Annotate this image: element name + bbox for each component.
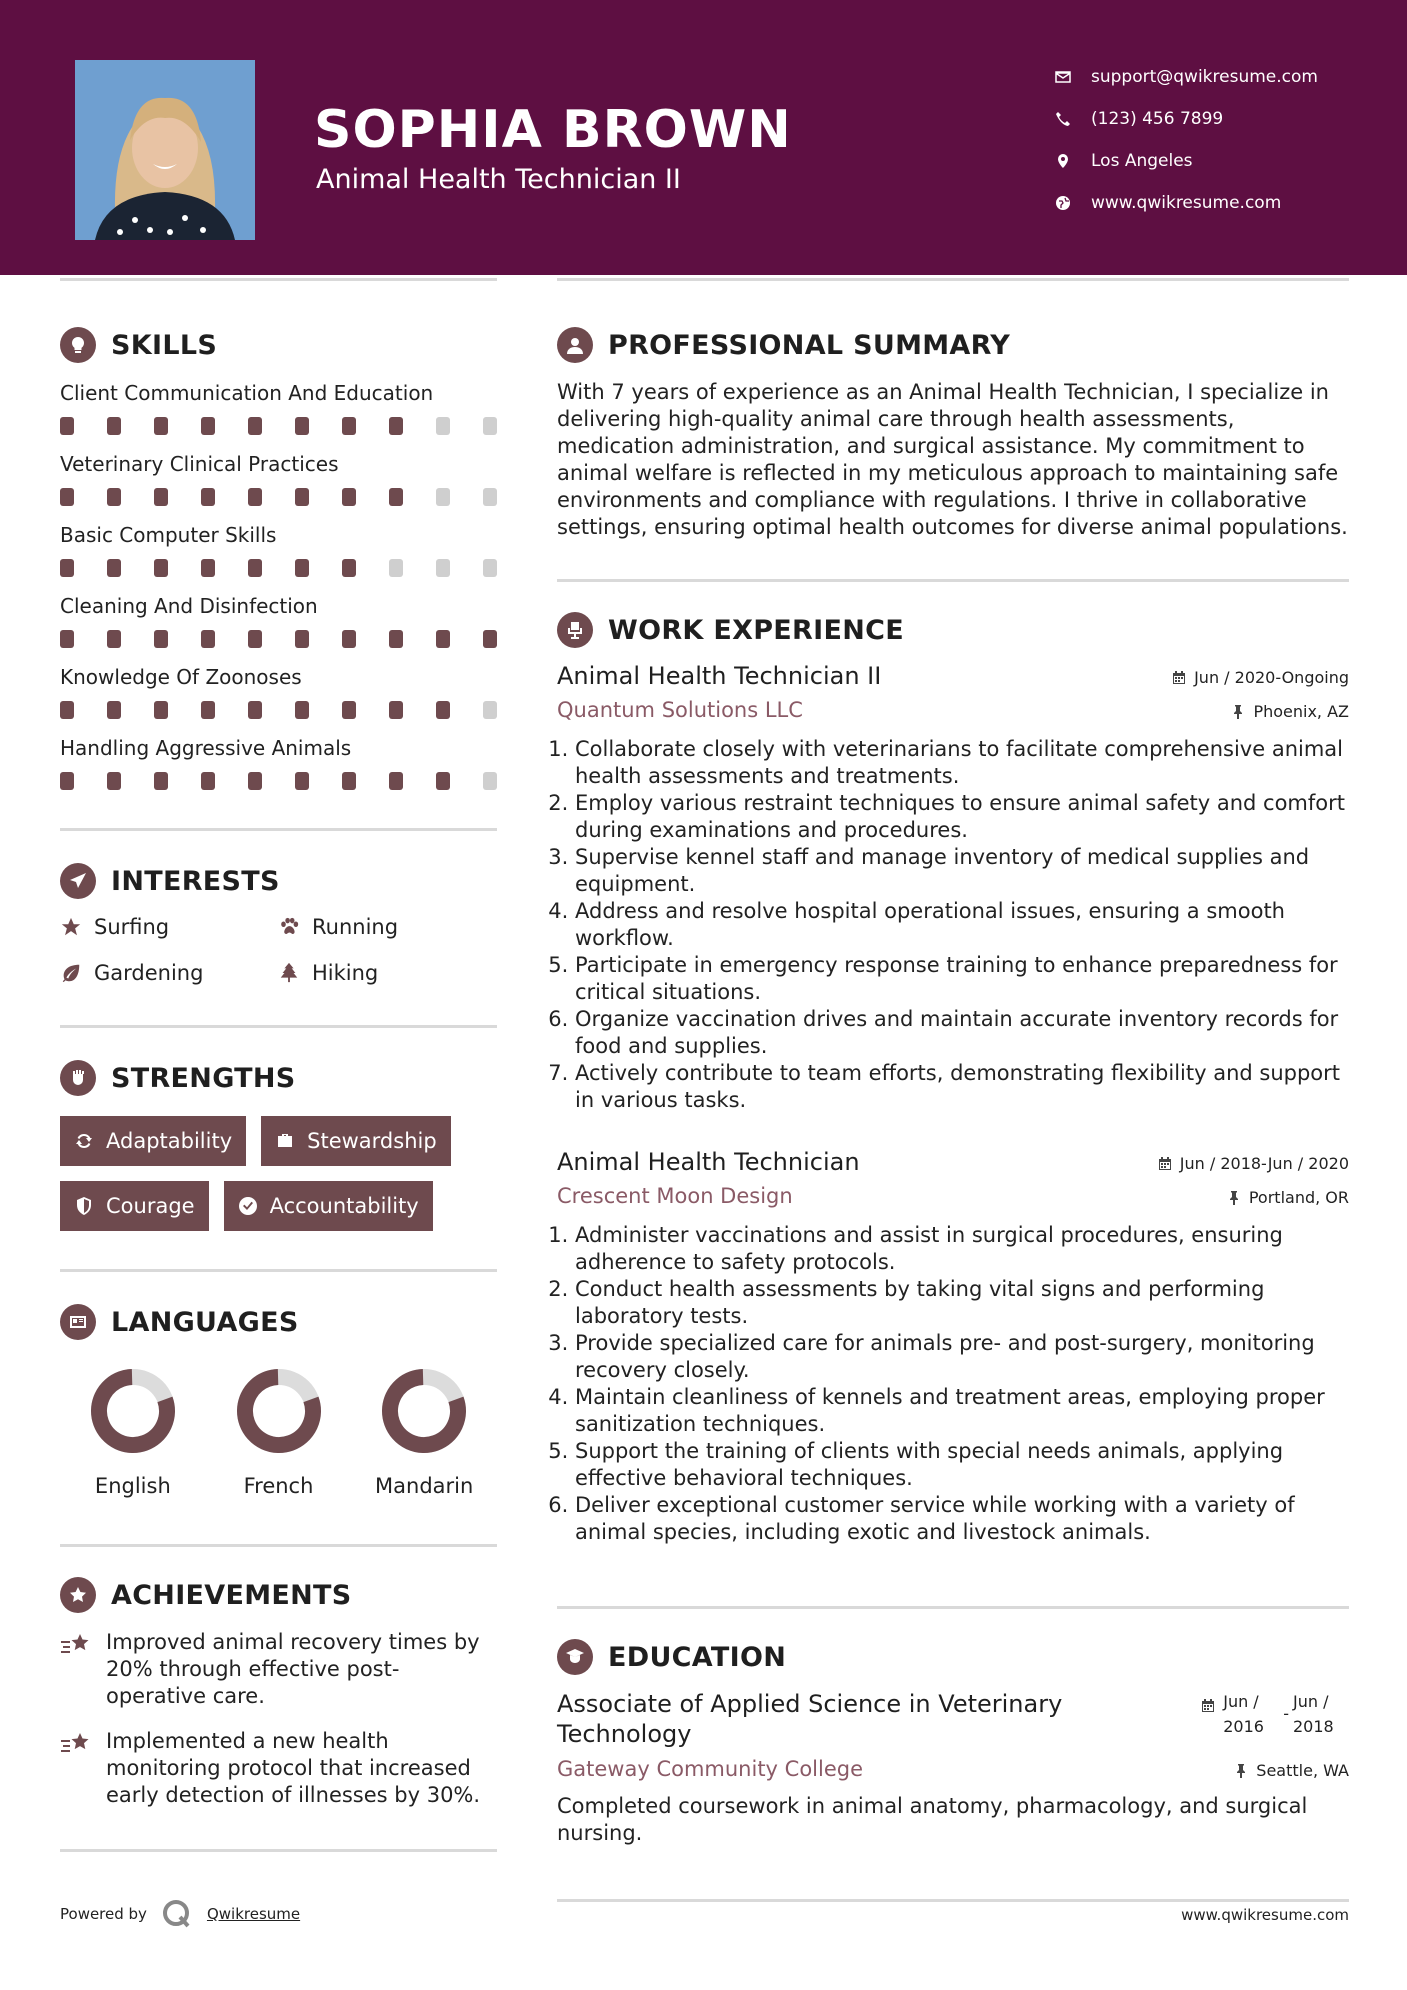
rating-dot-empty	[483, 701, 497, 719]
rating-dot-filled	[154, 772, 168, 790]
job-company: Quantum Solutions LLC	[557, 698, 803, 722]
rating-dot-filled	[342, 630, 356, 648]
rating-dot-filled	[107, 772, 121, 790]
rating-dot-filled	[201, 417, 215, 435]
left-column	[60, 278, 497, 1852]
contact-email[interactable]	[1055, 56, 1385, 98]
rating-dot-filled	[107, 630, 121, 648]
interests-header	[60, 863, 497, 899]
skill-name: Client Communication And Education	[60, 381, 434, 405]
star-badge-icon	[60, 1577, 96, 1613]
powered-by-label: Powered by	[60, 1905, 147, 1923]
job-duty: 5. Support the training of clients with special needs animals, applying effective behavioral techniques.	[575, 1438, 1349, 1492]
job-duty: 2. Employ various restraint techniques to ensure animal safety and comfort during examinations and procedures.	[575, 790, 1349, 844]
tree-icon	[278, 962, 300, 984]
rating-dot-empty	[483, 772, 497, 790]
skill-name: Handling Aggressive Animals	[60, 736, 352, 760]
rating-dot-filled	[60, 772, 74, 790]
rating-dot-filled	[342, 488, 356, 506]
skill-item	[60, 736, 497, 790]
skill-rating	[60, 630, 497, 648]
rating-dot-filled	[60, 559, 74, 577]
divider-skills	[60, 828, 497, 831]
divider-education	[557, 1899, 1349, 1902]
job-title: Animal Health Technician	[557, 1148, 860, 1176]
rating-dot-filled	[342, 559, 356, 577]
pushpin-icon	[1234, 1764, 1248, 1778]
strength-label: Stewardship	[307, 1129, 437, 1153]
rating-dot-filled	[201, 630, 215, 648]
language-donut	[234, 1366, 324, 1456]
job-duty: 1. Administer vaccinations and assist in surgical procedures, ensuring adherence to safety protocols.	[575, 1222, 1349, 1276]
divider-experience	[557, 1606, 1349, 1609]
interest-item	[60, 915, 278, 939]
language-item	[206, 1366, 352, 1498]
rating-dot-filled	[295, 772, 309, 790]
language-item	[351, 1366, 497, 1498]
profile-photo	[75, 60, 255, 240]
skills-title: SKILLS	[111, 329, 218, 361]
education-title: EDUCATION	[608, 1641, 787, 1673]
job-company: Crescent Moon Design	[557, 1184, 793, 1208]
paper-plane-icon	[60, 863, 96, 899]
interest-label: Surfing	[94, 915, 170, 939]
skill-rating	[60, 417, 497, 435]
rating-dot-filled	[436, 701, 450, 719]
rating-dot-filled	[201, 559, 215, 577]
achievement-text: Implemented a new health monitoring protocol that increased early detection of illnesses by 30%.	[106, 1729, 481, 1807]
interest-label: Hiking	[312, 961, 379, 985]
rating-dot-filled	[248, 772, 262, 790]
check-circle-icon	[238, 1196, 258, 1216]
education-description: Completed coursework in animal anatomy, pharmacology, and surgical nursing.	[557, 1794, 1308, 1845]
job-duty: 4. Address and resolve hospital operational issues, ensuring a smooth workflow.	[575, 898, 1349, 952]
strength-tag	[60, 1181, 209, 1231]
contact-list	[1055, 56, 1385, 224]
phone-icon	[1055, 111, 1091, 127]
rating-dot-filled	[154, 701, 168, 719]
rating-dot-filled	[389, 488, 403, 506]
rating-dot-filled	[154, 417, 168, 435]
language-donut	[88, 1366, 178, 1456]
skills-list	[60, 381, 497, 790]
interest-item	[278, 915, 496, 939]
rating-dot-filled	[389, 772, 403, 790]
contact-location	[1055, 140, 1385, 182]
rating-dot-filled	[295, 559, 309, 577]
strengths-header	[60, 1060, 497, 1096]
language-name: French	[243, 1474, 314, 1498]
candidate-name: SOPHIA BROWN	[314, 100, 792, 160]
achievements-title: ACHIEVEMENTS	[111, 1579, 352, 1611]
rating-dot-filled	[60, 630, 74, 648]
rating-dot-filled	[389, 417, 403, 435]
briefcase-icon	[275, 1131, 295, 1151]
interests-title: INTERESTS	[111, 865, 280, 897]
achievement-text: Improved animal recovery times by 20% through effective post-operative care.	[106, 1630, 480, 1708]
rating-dot-filled	[154, 559, 168, 577]
top-divider-right	[557, 278, 1349, 281]
job-duty: 1. Collaborate closely with veterinarians to facilitate comprehensive animal health assessments and treatments.	[575, 736, 1349, 790]
languages-header	[60, 1304, 497, 1340]
achievements-header	[60, 1577, 497, 1613]
rating-dot-filled	[107, 488, 121, 506]
skill-name: Basic Computer Skills	[60, 523, 277, 547]
divider-summary	[557, 579, 1349, 582]
rating-dot-filled	[436, 772, 450, 790]
candidate-title: Animal Health Technician II	[316, 164, 681, 195]
refresh-icon	[74, 1131, 94, 1151]
divider-achievements	[60, 1849, 497, 1852]
skill-name: Veterinary Clinical Practices	[60, 452, 339, 476]
rating-dot-filled	[483, 630, 497, 648]
rating-dot-empty	[436, 559, 450, 577]
rating-dot-empty	[436, 417, 450, 435]
interest-label: Running	[312, 915, 399, 939]
paw-icon	[278, 916, 300, 938]
divider-interests	[60, 1025, 497, 1028]
envelope-icon	[1055, 69, 1091, 85]
rating-dot-filled	[154, 630, 168, 648]
rating-dot-filled	[342, 701, 356, 719]
strength-tag	[60, 1116, 246, 1166]
experience-header	[557, 612, 1349, 648]
rating-dot-filled	[201, 488, 215, 506]
strength-tag	[224, 1181, 433, 1231]
job-entry	[557, 662, 1349, 1114]
education-dates	[1201, 1689, 1349, 1739]
languages-title: LANGUAGES	[111, 1306, 299, 1338]
summary-text: With 7 years of experience as an Animal Health Technician, I specialize in delivering high-quality animal care through health assessments, medication administration, and surgical assistance. My commitment to animal welfare is reflected in my meticulous approach to maintaining safe environments and compliance with regulations. I thrive in collaborative settings, ensuring optimal health outcomes for diverse animal populations.	[557, 380, 1348, 539]
rating-dot-filled	[295, 488, 309, 506]
job-dates-text: Jun / 2018-Jun / 2020	[1179, 1154, 1349, 1173]
job-duty: 3. Provide specialized care for animals pre- and post-surgery, monitoring recovery closely.	[575, 1330, 1349, 1384]
achievement-item	[60, 1629, 497, 1710]
experience-title: WORK EXPERIENCE	[608, 614, 904, 646]
rating-dot-filled	[60, 701, 74, 719]
skill-name: Knowledge Of Zoonoses	[60, 665, 302, 689]
languages-list	[60, 1366, 497, 1498]
contact-website[interactable]	[1055, 182, 1385, 224]
job-dates	[1172, 668, 1349, 687]
rating-dot-filled	[201, 701, 215, 719]
job-duty: 4. Maintain cleanliness of kennels and treatment areas, employing proper sanitization techniques.	[575, 1384, 1349, 1438]
job-duty: 2. Conduct health assessments by taking vital signs and performing laboratory tests.	[575, 1276, 1349, 1330]
education-date-start: Jun / 2016	[1223, 1692, 1264, 1736]
rating-dot-empty	[483, 417, 497, 435]
calendar-icon	[1201, 1699, 1215, 1713]
rating-dot-filled	[107, 701, 121, 719]
rating-dot-filled	[248, 488, 262, 506]
job-duty: 5. Participate in emergency response training to enhance preparedness for critical situations.	[575, 952, 1349, 1006]
job-location-text: Portland, OR	[1248, 1188, 1349, 1207]
rating-dot-empty	[389, 559, 403, 577]
education-header	[557, 1639, 1349, 1675]
contact-phone[interactable]	[1055, 98, 1385, 140]
rating-dot-filled	[201, 772, 215, 790]
language-donut	[379, 1366, 469, 1456]
qwikresume-logo-icon	[161, 1898, 193, 1930]
job-dates	[1158, 1154, 1349, 1173]
lightbulb-icon	[60, 327, 96, 363]
school-name: Gateway Community College	[557, 1757, 864, 1781]
office-chair-icon	[557, 612, 593, 648]
job-location-text: Phoenix, AZ	[1253, 702, 1349, 721]
shooting-star-icon	[60, 1631, 92, 1659]
job-duties	[557, 1222, 1349, 1546]
skill-rating	[60, 488, 497, 506]
skill-rating	[60, 772, 497, 790]
strength-label: Courage	[106, 1194, 195, 1218]
job-location	[1231, 702, 1349, 721]
skill-rating	[60, 701, 497, 719]
degree-name: Associate of Applied Science in Veterinary Technology	[557, 1690, 1063, 1748]
job-duty: 6. Deliver exceptional customer service while working with a variety of animal species, including exotic and livestock animals.	[575, 1492, 1349, 1546]
pushpin-icon	[1227, 1191, 1241, 1205]
globe-icon	[1055, 195, 1091, 211]
skill-item	[60, 381, 497, 435]
education-location	[1234, 1761, 1349, 1780]
language-name: English	[94, 1474, 171, 1498]
rating-dot-filled	[342, 772, 356, 790]
pushpin-icon	[1231, 705, 1245, 719]
powered-by	[60, 1898, 300, 1930]
rating-dot-filled	[248, 417, 262, 435]
contact-website-text: www.qwikresume.com	[1091, 193, 1282, 213]
education-date-sep: -	[1283, 1704, 1289, 1723]
skill-name: Cleaning And Disinfection	[60, 594, 318, 618]
calendar-icon	[1158, 1157, 1172, 1171]
rating-dot-filled	[389, 701, 403, 719]
contact-phone-text: (123) 456 7899	[1091, 109, 1224, 129]
rating-dot-filled	[154, 488, 168, 506]
footer-website[interactable]: www.qwikresume.com	[1181, 1906, 1349, 1924]
rating-dot-filled	[295, 701, 309, 719]
shooting-star-icon	[60, 1730, 92, 1758]
divider-strengths	[60, 1269, 497, 1272]
skill-rating	[60, 559, 497, 577]
skill-item	[60, 594, 497, 648]
rating-dot-filled	[60, 417, 74, 435]
resume-header	[0, 0, 1407, 275]
job-location	[1227, 1188, 1349, 1207]
education-date-end: Jun / 2018	[1293, 1692, 1334, 1736]
summary-header	[557, 327, 1349, 363]
job-title: Animal Health Technician II	[557, 662, 882, 690]
job-entry	[557, 1148, 1349, 1546]
strengths-list	[60, 1116, 497, 1231]
job-duties	[557, 736, 1349, 1114]
rating-dot-empty	[436, 488, 450, 506]
job-duty: 6. Organize vaccination drives and maintain accurate inventory records for food and supplies.	[575, 1006, 1349, 1060]
rating-dot-filled	[107, 559, 121, 577]
job-duty: 7. Actively contribute to team efforts, demonstrating flexibility and support in various tasks.	[575, 1060, 1349, 1114]
map-pin-icon	[1055, 153, 1091, 169]
leaf-icon	[60, 962, 82, 984]
qwikresume-link[interactable]: Qwikresume	[206, 1905, 301, 1923]
strength-label: Accountability	[269, 1194, 419, 1218]
education-location-text: Seattle, WA	[1256, 1761, 1349, 1780]
achievement-item	[60, 1728, 497, 1809]
interests-list	[60, 915, 497, 985]
interest-item	[60, 961, 278, 985]
star-icon	[60, 916, 82, 938]
user-icon	[557, 327, 593, 363]
rating-dot-empty	[483, 559, 497, 577]
rating-dot-filled	[248, 701, 262, 719]
job-duty: 3. Supervise kennel staff and manage inventory of medical supplies and equipment.	[575, 844, 1349, 898]
language-item	[60, 1366, 206, 1498]
rating-dot-filled	[389, 630, 403, 648]
strength-tag	[261, 1116, 451, 1166]
skill-item	[60, 523, 497, 577]
divider-languages	[60, 1544, 497, 1547]
interest-item	[278, 961, 496, 985]
fist-icon	[60, 1060, 96, 1096]
job-dates-text: Jun / 2020-Ongoing	[1194, 668, 1349, 687]
calendar-icon	[1172, 671, 1186, 685]
skills-header	[60, 327, 497, 363]
contact-email-text: support@qwikresume.com	[1091, 67, 1318, 87]
right-column	[557, 278, 1349, 1902]
contact-location-text: Los Angeles	[1091, 151, 1193, 171]
rating-dot-filled	[248, 559, 262, 577]
skill-item	[60, 452, 497, 506]
rating-dot-filled	[60, 488, 74, 506]
graduate-icon	[557, 1639, 593, 1675]
rating-dot-filled	[107, 417, 121, 435]
id-card-icon	[60, 1304, 96, 1340]
skill-item	[60, 665, 497, 719]
top-divider-left	[60, 278, 497, 281]
interest-label: Gardening	[94, 961, 204, 985]
strengths-title: STRENGTHS	[111, 1062, 296, 1094]
rating-dot-filled	[248, 630, 262, 648]
rating-dot-filled	[295, 630, 309, 648]
shield-icon	[74, 1196, 94, 1216]
rating-dot-filled	[295, 417, 309, 435]
language-name: Mandarin	[375, 1474, 474, 1498]
rating-dot-empty	[483, 488, 497, 506]
education-entry	[557, 1689, 1349, 1847]
summary-title: PROFESSIONAL SUMMARY	[608, 329, 1011, 361]
rating-dot-filled	[342, 417, 356, 435]
rating-dot-filled	[436, 630, 450, 648]
strength-label: Adaptability	[106, 1129, 233, 1153]
